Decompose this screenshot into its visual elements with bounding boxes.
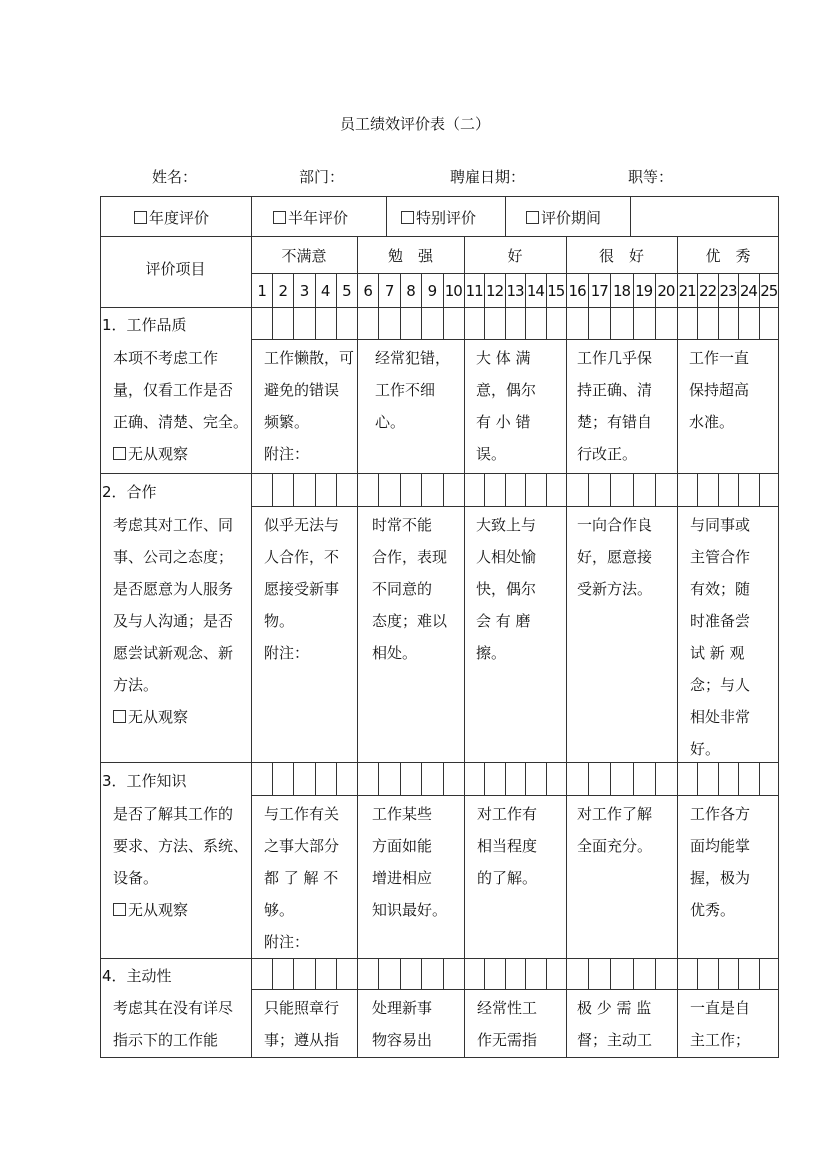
desc-line: 与同事或 bbox=[690, 516, 751, 534]
desc-line: 频繁。 bbox=[264, 413, 310, 431]
option-divider bbox=[630, 196, 631, 236]
desc-line: 愿接受新事 bbox=[264, 580, 340, 598]
column-divider bbox=[677, 236, 678, 1058]
score-cell-divider bbox=[293, 762, 294, 795]
desc-line: 知识最好。 bbox=[372, 901, 448, 919]
score-cell-divider bbox=[443, 473, 444, 506]
score-cell-divider bbox=[421, 762, 422, 795]
score-cell-divider bbox=[336, 473, 337, 506]
score-cell-divider bbox=[697, 307, 698, 339]
checkbox-icon[interactable] bbox=[273, 211, 286, 224]
level-desc bbox=[690, 509, 770, 765]
desc-line: 握，极为 bbox=[690, 869, 751, 887]
option-divider bbox=[505, 196, 506, 236]
row-divider bbox=[251, 795, 779, 796]
level-desc bbox=[372, 509, 470, 669]
score-cell-divider bbox=[738, 307, 739, 339]
score-number: 9 bbox=[427, 282, 437, 300]
criteria-initiative bbox=[113, 992, 251, 1056]
section-title-initiative: 4．主动性 bbox=[102, 967, 172, 985]
desc-line: 相处。 bbox=[372, 644, 418, 662]
checkbox-icon[interactable] bbox=[113, 710, 126, 723]
desc-line: 态度；难以 bbox=[372, 612, 448, 630]
score-cell-divider bbox=[633, 473, 634, 506]
checkbox-icon[interactable] bbox=[134, 211, 147, 224]
score-cell-divider bbox=[293, 473, 294, 506]
desc-line: 时常不能 bbox=[372, 516, 433, 534]
score-number: 15 bbox=[547, 282, 565, 300]
option-divider bbox=[386, 196, 387, 236]
desc-line: 受新方法。 bbox=[577, 580, 653, 598]
score-cell-divider bbox=[505, 762, 506, 795]
score-number: 12 bbox=[486, 282, 504, 300]
score-cell-divider bbox=[718, 473, 719, 506]
score-number: 2 bbox=[278, 282, 288, 300]
score-cell-divider bbox=[610, 473, 611, 506]
score-cell-divider bbox=[546, 473, 547, 506]
score-cell-divider bbox=[546, 958, 547, 989]
desc-line: 保持超高 bbox=[689, 381, 750, 399]
desc-line: 都 了 解 不 bbox=[264, 869, 339, 887]
criteria-line: 考虑其对工作、同 bbox=[113, 516, 234, 534]
desc-line: 极 少 需 监 bbox=[577, 999, 652, 1017]
option-label: 评价期间 bbox=[541, 209, 602, 227]
no-observation-option[interactable] bbox=[113, 894, 251, 926]
criteria-line: 愿尝试新观念、新 bbox=[113, 644, 234, 662]
desc-line: 不同意的 bbox=[372, 580, 433, 598]
desc-line: 水准。 bbox=[689, 413, 735, 431]
score-cell-divider bbox=[655, 958, 656, 989]
checkbox-icon[interactable] bbox=[113, 447, 126, 460]
score-cell-divider bbox=[378, 307, 379, 339]
desc-line: 好，愿意接 bbox=[577, 548, 653, 566]
department-label: 部门： bbox=[299, 168, 345, 186]
desc-line: 对工作了解 bbox=[577, 805, 653, 823]
option-annual[interactable] bbox=[134, 207, 209, 228]
score-cell-divider bbox=[400, 762, 401, 795]
desc-line: 心。 bbox=[375, 413, 406, 431]
score-number: 6 bbox=[363, 282, 372, 300]
desc-line: 的了解。 bbox=[477, 869, 538, 887]
score-cell-divider bbox=[610, 762, 611, 795]
score-cell-divider bbox=[588, 762, 589, 795]
score-cell-divider bbox=[546, 307, 547, 339]
criteria-cooperation bbox=[113, 509, 251, 733]
score-number: 10 bbox=[444, 282, 462, 300]
score-cell-divider bbox=[697, 473, 698, 506]
desc-line: 快，偶尔 bbox=[476, 580, 537, 598]
section-title-quality: 1．工作品质 bbox=[102, 316, 187, 334]
score-cell-divider bbox=[505, 473, 506, 506]
score-cell-divider bbox=[759, 762, 760, 795]
score-cell-divider bbox=[525, 762, 526, 795]
criteria-line: 本项不考虑工作 bbox=[113, 349, 219, 367]
desc-line: 之事大部分 bbox=[264, 837, 340, 855]
score-cell-divider bbox=[443, 958, 444, 989]
desc-line: 主工作； bbox=[690, 1031, 751, 1049]
desc-line: 避免的错误 bbox=[264, 381, 340, 399]
desc-line: 时准备尝 bbox=[690, 612, 751, 630]
desc-line: 主管合作 bbox=[690, 548, 751, 566]
score-cell-divider bbox=[697, 762, 698, 795]
level-desc bbox=[476, 342, 574, 470]
row-divider bbox=[251, 506, 779, 507]
level-desc bbox=[264, 992, 362, 1056]
column-divider bbox=[251, 236, 252, 1058]
level-desc bbox=[264, 509, 362, 669]
criteria-line: 是否了解其工作的 bbox=[113, 805, 234, 823]
desc-line: 似乎无法与 bbox=[264, 516, 340, 534]
score-cell-divider bbox=[718, 307, 719, 339]
score-cell-divider bbox=[610, 958, 611, 989]
score-cell-divider bbox=[505, 958, 506, 989]
desc-line: 误。 bbox=[476, 445, 507, 463]
score-cell-divider bbox=[484, 958, 485, 989]
desc-line: 工作几乎保 bbox=[577, 349, 653, 367]
score-number: 13 bbox=[506, 282, 524, 300]
criteria-line: 量，仅看工作是否 bbox=[113, 381, 234, 399]
level-desc bbox=[375, 342, 473, 438]
desc-line: 工作懒散，可 bbox=[264, 349, 355, 367]
desc-line: 相处非常 bbox=[690, 708, 751, 726]
desc-line: 好。 bbox=[690, 740, 721, 758]
no-observation-label: 无从观察 bbox=[128, 445, 189, 463]
score-cell-divider bbox=[525, 307, 526, 339]
desc-line: 意，偶尔 bbox=[476, 381, 537, 399]
option-label: 特别评价 bbox=[416, 209, 477, 227]
score-number: 19 bbox=[635, 282, 653, 300]
score-cell-divider bbox=[443, 762, 444, 795]
score-cell-divider bbox=[400, 473, 401, 506]
score-cell-divider bbox=[718, 958, 719, 989]
desc-line: 工作一直 bbox=[689, 349, 750, 367]
desc-line: 楚；有错自 bbox=[577, 413, 653, 431]
score-cell-divider bbox=[272, 958, 273, 989]
desc-line: 面均能掌 bbox=[690, 837, 751, 855]
score-cell-divider bbox=[655, 307, 656, 339]
desc-line: 优秀。 bbox=[690, 901, 736, 919]
score-number: 20 bbox=[657, 282, 675, 300]
score-number: 25 bbox=[760, 282, 778, 300]
score-cell-divider bbox=[315, 958, 316, 989]
hire-date-label: 聘雇日期： bbox=[450, 168, 526, 186]
desc-line: 经常犯错， bbox=[375, 349, 451, 367]
rating-very-good: 很 好 bbox=[598, 247, 644, 265]
desc-line: 方面如能 bbox=[372, 837, 433, 855]
score-cell-divider bbox=[421, 473, 422, 506]
desc-line: 大致上与 bbox=[476, 516, 537, 534]
desc-line: 增进相应 bbox=[372, 869, 433, 887]
score-cell-divider bbox=[336, 307, 337, 339]
desc-line: 会 有 磨 bbox=[476, 612, 531, 630]
level-desc bbox=[477, 992, 557, 1056]
level-desc bbox=[577, 342, 675, 470]
level-desc bbox=[689, 342, 771, 438]
score-cell-divider bbox=[546, 762, 547, 795]
score-number: 24 bbox=[739, 282, 757, 300]
score-number: 21 bbox=[678, 282, 696, 300]
score-cell-divider bbox=[505, 307, 506, 339]
score-cell-divider bbox=[738, 762, 739, 795]
desc-line: 够。 bbox=[264, 901, 295, 919]
desc-line: 工作不细 bbox=[375, 381, 436, 399]
score-cell-divider bbox=[293, 307, 294, 339]
no-observation-label: 无从观察 bbox=[128, 708, 189, 726]
score-cell-divider bbox=[588, 307, 589, 339]
section-title-cooperation: 2．合作 bbox=[102, 483, 157, 501]
level-desc bbox=[372, 798, 470, 926]
rating-good: 好 bbox=[507, 247, 523, 265]
evaluation-item-label: 评价项目 bbox=[145, 260, 206, 278]
score-cell-divider bbox=[484, 762, 485, 795]
score-cell-divider bbox=[400, 307, 401, 339]
desc-line: 大 体 满 bbox=[476, 349, 531, 367]
job-grade-label: 职等： bbox=[628, 168, 674, 186]
score-cell-divider bbox=[588, 958, 589, 989]
score-number: 3 bbox=[299, 282, 309, 300]
score-cell-divider bbox=[315, 307, 316, 339]
score-cell-divider bbox=[759, 958, 760, 989]
option-label: 半年评价 bbox=[288, 209, 349, 227]
score-cell-divider bbox=[421, 958, 422, 989]
desc-line: 事；遵从指 bbox=[264, 1031, 340, 1049]
score-cell-divider bbox=[610, 307, 611, 339]
score-cell-divider bbox=[272, 307, 273, 339]
score-cell-divider bbox=[293, 958, 294, 989]
score-cell-divider bbox=[378, 762, 379, 795]
desc-line: 物容易出 bbox=[372, 1031, 433, 1049]
score-number: 7 bbox=[384, 282, 394, 300]
score-cell-divider bbox=[655, 762, 656, 795]
level-desc bbox=[577, 992, 675, 1056]
option-label: 年度评价 bbox=[149, 209, 210, 227]
score-cell-divider bbox=[336, 762, 337, 795]
score-number: 16 bbox=[568, 282, 586, 300]
desc-line: 经常性工 bbox=[477, 999, 538, 1017]
score-cell-divider bbox=[633, 958, 634, 989]
desc-line: 工作某些 bbox=[372, 805, 433, 823]
level-desc bbox=[372, 992, 470, 1056]
desc-line: 试 新 观 bbox=[690, 644, 745, 662]
level-desc bbox=[690, 798, 770, 926]
score-cell-divider bbox=[400, 958, 401, 989]
desc-line: 附注： bbox=[264, 644, 310, 662]
score-number: 14 bbox=[526, 282, 544, 300]
desc-line: 一向合作良 bbox=[577, 516, 653, 534]
score-cell-divider bbox=[272, 473, 273, 506]
desc-line: 物。 bbox=[264, 612, 295, 630]
desc-line: 人合作，不 bbox=[264, 548, 340, 566]
score-number: 11 bbox=[465, 282, 483, 300]
score-cell-divider bbox=[633, 762, 634, 795]
desc-line: 人相处愉 bbox=[476, 548, 537, 566]
desc-line: 擦。 bbox=[476, 644, 507, 662]
score-cell-divider bbox=[315, 473, 316, 506]
desc-line: 合作，表现 bbox=[372, 548, 448, 566]
no-observation-label: 无从观察 bbox=[128, 901, 189, 919]
desc-line: 附注： bbox=[264, 933, 310, 951]
score-cell-divider bbox=[697, 958, 698, 989]
criteria-line: 及与人沟通；是否 bbox=[113, 612, 234, 630]
option-divider bbox=[251, 196, 252, 236]
rating-excellent: 优 秀 bbox=[705, 247, 751, 265]
score-number: 1 bbox=[257, 282, 266, 300]
option-special[interactable] bbox=[401, 207, 476, 228]
section-title-knowledge: 3．工作知识 bbox=[102, 772, 187, 790]
score-cell-divider bbox=[484, 307, 485, 339]
score-cell-divider bbox=[336, 958, 337, 989]
level-desc bbox=[690, 992, 770, 1056]
score-cell-divider bbox=[378, 473, 379, 506]
level-desc bbox=[264, 342, 362, 470]
desc-line: 与工作有关 bbox=[264, 805, 340, 823]
score-cell-divider bbox=[738, 958, 739, 989]
desc-line: 处理新事 bbox=[372, 999, 433, 1017]
row-divider bbox=[251, 339, 779, 340]
desc-line: 督；主动工 bbox=[577, 1031, 653, 1049]
score-cell-divider bbox=[315, 762, 316, 795]
desc-line: 持正确、清 bbox=[577, 381, 653, 399]
score-number: 4 bbox=[320, 282, 330, 300]
desc-line: 只能照章行 bbox=[264, 999, 340, 1017]
desc-line: 相当程度 bbox=[477, 837, 538, 855]
checkbox-icon[interactable] bbox=[526, 211, 539, 224]
score-cell-divider bbox=[525, 958, 526, 989]
level-desc bbox=[476, 509, 556, 669]
option-semiannual[interactable] bbox=[273, 207, 348, 228]
score-cell-divider bbox=[421, 307, 422, 339]
score-number: 18 bbox=[612, 282, 631, 300]
score-cell-divider bbox=[655, 473, 656, 506]
criteria-knowledge bbox=[113, 798, 251, 926]
score-cell-divider bbox=[484, 473, 485, 506]
desc-line: 一直是自 bbox=[690, 999, 751, 1017]
score-number: 17 bbox=[590, 282, 608, 300]
score-number: 8 bbox=[406, 282, 415, 300]
level-desc bbox=[477, 798, 557, 894]
level-desc bbox=[577, 509, 675, 605]
checkbox-icon[interactable] bbox=[401, 211, 414, 224]
score-cell-divider bbox=[525, 473, 526, 506]
criteria-line: 考虑其在没有详尽 bbox=[113, 999, 234, 1017]
criteria-quality bbox=[113, 342, 251, 470]
criteria-line: 方法。 bbox=[113, 676, 159, 694]
row-divider bbox=[251, 273, 779, 274]
criteria-line: 事、公司之态度； bbox=[113, 548, 234, 566]
score-number: 5 bbox=[342, 282, 351, 300]
rating-unsatisfactory: 不满意 bbox=[281, 247, 327, 265]
score-cell-divider bbox=[633, 307, 634, 339]
criteria-line: 是否愿意为人服务 bbox=[113, 580, 234, 598]
no-observation-option[interactable] bbox=[113, 438, 251, 470]
score-cell-divider bbox=[443, 307, 444, 339]
desc-line: 工作各方 bbox=[690, 805, 751, 823]
score-number: 22 bbox=[699, 282, 717, 300]
criteria-line: 设备。 bbox=[113, 869, 159, 887]
option-period[interactable] bbox=[526, 207, 601, 228]
score-cell-divider bbox=[588, 473, 589, 506]
score-number: 23 bbox=[719, 282, 737, 300]
score-cell-divider bbox=[738, 473, 739, 506]
score-cell-divider bbox=[378, 958, 379, 989]
checkbox-icon[interactable] bbox=[113, 903, 126, 916]
form-title: 员工绩效评价表（二） bbox=[339, 115, 490, 133]
criteria-line: 正确、清楚、完全。 bbox=[113, 413, 249, 431]
criteria-line: 指示下的工作能 bbox=[113, 1031, 219, 1049]
desc-line: 对工作有 bbox=[477, 805, 538, 823]
rating-fair: 勉 强 bbox=[387, 247, 433, 265]
desc-line: 行改正。 bbox=[577, 445, 638, 463]
criteria-line: 要求、方法、系统、 bbox=[113, 837, 249, 855]
score-cell-divider bbox=[759, 473, 760, 506]
name-label: 姓名： bbox=[152, 168, 198, 186]
desc-line: 作无需指 bbox=[477, 1031, 538, 1049]
desc-line: 附注： bbox=[264, 445, 310, 463]
desc-line: 全面充分。 bbox=[577, 837, 653, 855]
level-desc bbox=[264, 798, 362, 958]
score-cell-divider bbox=[759, 307, 760, 339]
desc-line: 有效；随 bbox=[690, 580, 751, 598]
desc-line: 念；与人 bbox=[690, 676, 751, 694]
level-desc bbox=[577, 798, 675, 862]
row-divider bbox=[251, 989, 779, 990]
no-observation-option[interactable] bbox=[113, 701, 251, 733]
desc-line: 有 小 错 bbox=[476, 413, 531, 431]
score-cell-divider bbox=[718, 762, 719, 795]
score-cell-divider bbox=[272, 762, 273, 795]
